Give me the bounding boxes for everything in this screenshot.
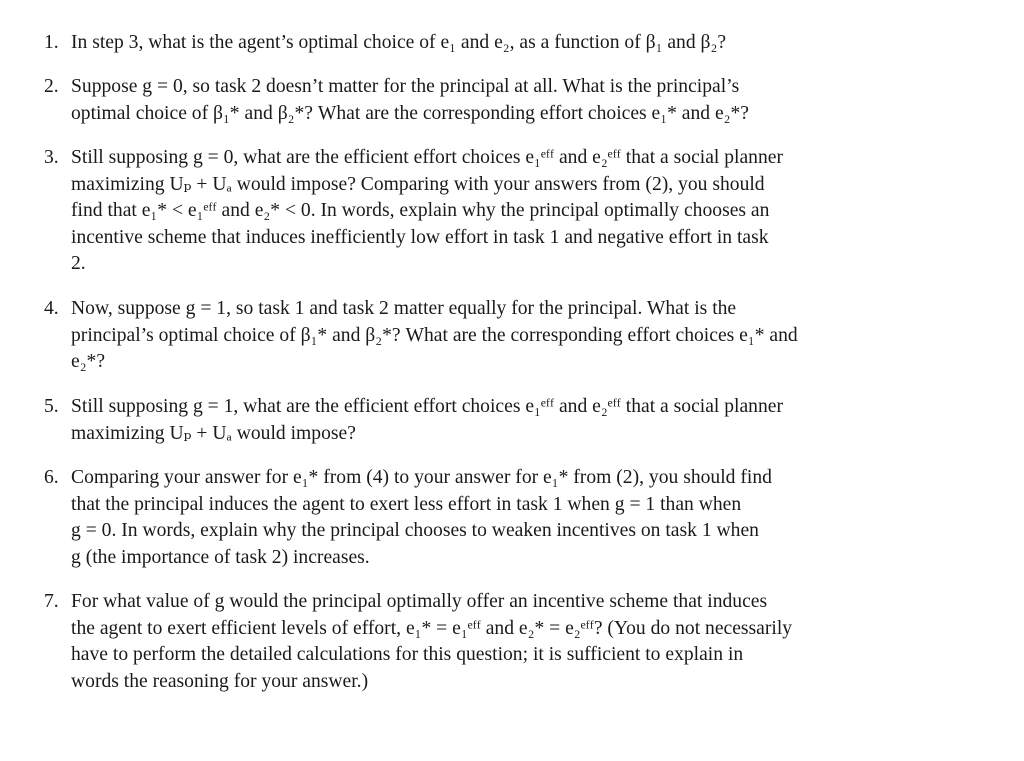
question-line: Now, suppose g = 1, so task 1 and task 2 matter equally for the principal. What is the [71, 298, 737, 319]
question-line: principal’s optimal choice of β₁* and β₂*? What are the corresponding effort choices e₁* and [71, 324, 798, 346]
question-line: e₂*? [71, 351, 106, 372]
question-line: In step 3, what is the agent’s optimal choice of e₁ and e₂, as a function of β₁ and β₂? [71, 32, 727, 53]
question-line: incentive scheme that induces inefficiently low effort in task 1 and negative effort in task [71, 226, 769, 248]
question-line: maximizing Uₚ + Uₐ would impose? [71, 422, 356, 444]
question-line: find that e₁* < e₁ᵉᶠᶠ and e₂* < 0. In words, explain why the principal optimally chooses an [71, 200, 770, 221]
question-number: 6. [44, 467, 59, 488]
question-number: 1. [44, 32, 59, 53]
question-line: g (the importance of task 2) increases. [71, 546, 370, 568]
question-1 [44, 30, 910, 57]
question-2 [44, 74, 910, 127]
question-number: 3. [44, 147, 59, 168]
question-line: that the principal induces the agent to exert less effort in task 1 when g = 1 than when [71, 493, 742, 515]
question-line: Suppose g = 0, so task 2 doesn’t matter for the principal at all. What is the principal’s [71, 76, 740, 97]
question-line: maximizing Uₚ + Uₐ would impose? Comparing with your answers from (2), you should [71, 173, 765, 195]
question-7 [44, 589, 910, 695]
question-line: the agent to exert efficient levels of effort, e₁* = e₁ᵉᶠᶠ and e₂* = e₂ᵉᶠᶠ? (You do not necessarily [71, 617, 793, 639]
question-3 [44, 145, 910, 278]
question-line: words the reasoning for your answer.) [71, 670, 369, 692]
question-line: Comparing your answer for e₁* from (4) to your answer for e₁* from (2), you should find [71, 467, 772, 488]
question-5 [44, 394, 910, 447]
question-line: g = 0. In words, explain why the principal chooses to weaken incentives on task 1 when [71, 520, 759, 541]
question-number: 4. [44, 298, 59, 319]
question-number: 5. [44, 396, 59, 417]
question-6 [44, 465, 910, 571]
question-line: 2. [71, 253, 86, 274]
question-number: 7. [44, 591, 59, 612]
question-line: Still supposing g = 1, what are the efficient effort choices e₁ᵉᶠᶠ and e₂ᵉᶠᶠ that a social planner [71, 396, 783, 417]
question-number: 2. [44, 76, 59, 97]
question-4 [44, 296, 910, 376]
question-line: have to perform the detailed calculations for this question; it is sufficient to explain in [71, 644, 744, 665]
question-line: optimal choice of β₁* and β₂*? What are the corresponding effort choices e₁* and e₂*? [71, 102, 749, 124]
question-line: For what value of g would the principal optimally offer an incentive scheme that induces [71, 591, 768, 612]
question-line: Still supposing g = 0, what are the efficient effort choices e₁ᵉᶠᶠ and e₂ᵉᶠᶠ that a social planner [71, 147, 783, 168]
